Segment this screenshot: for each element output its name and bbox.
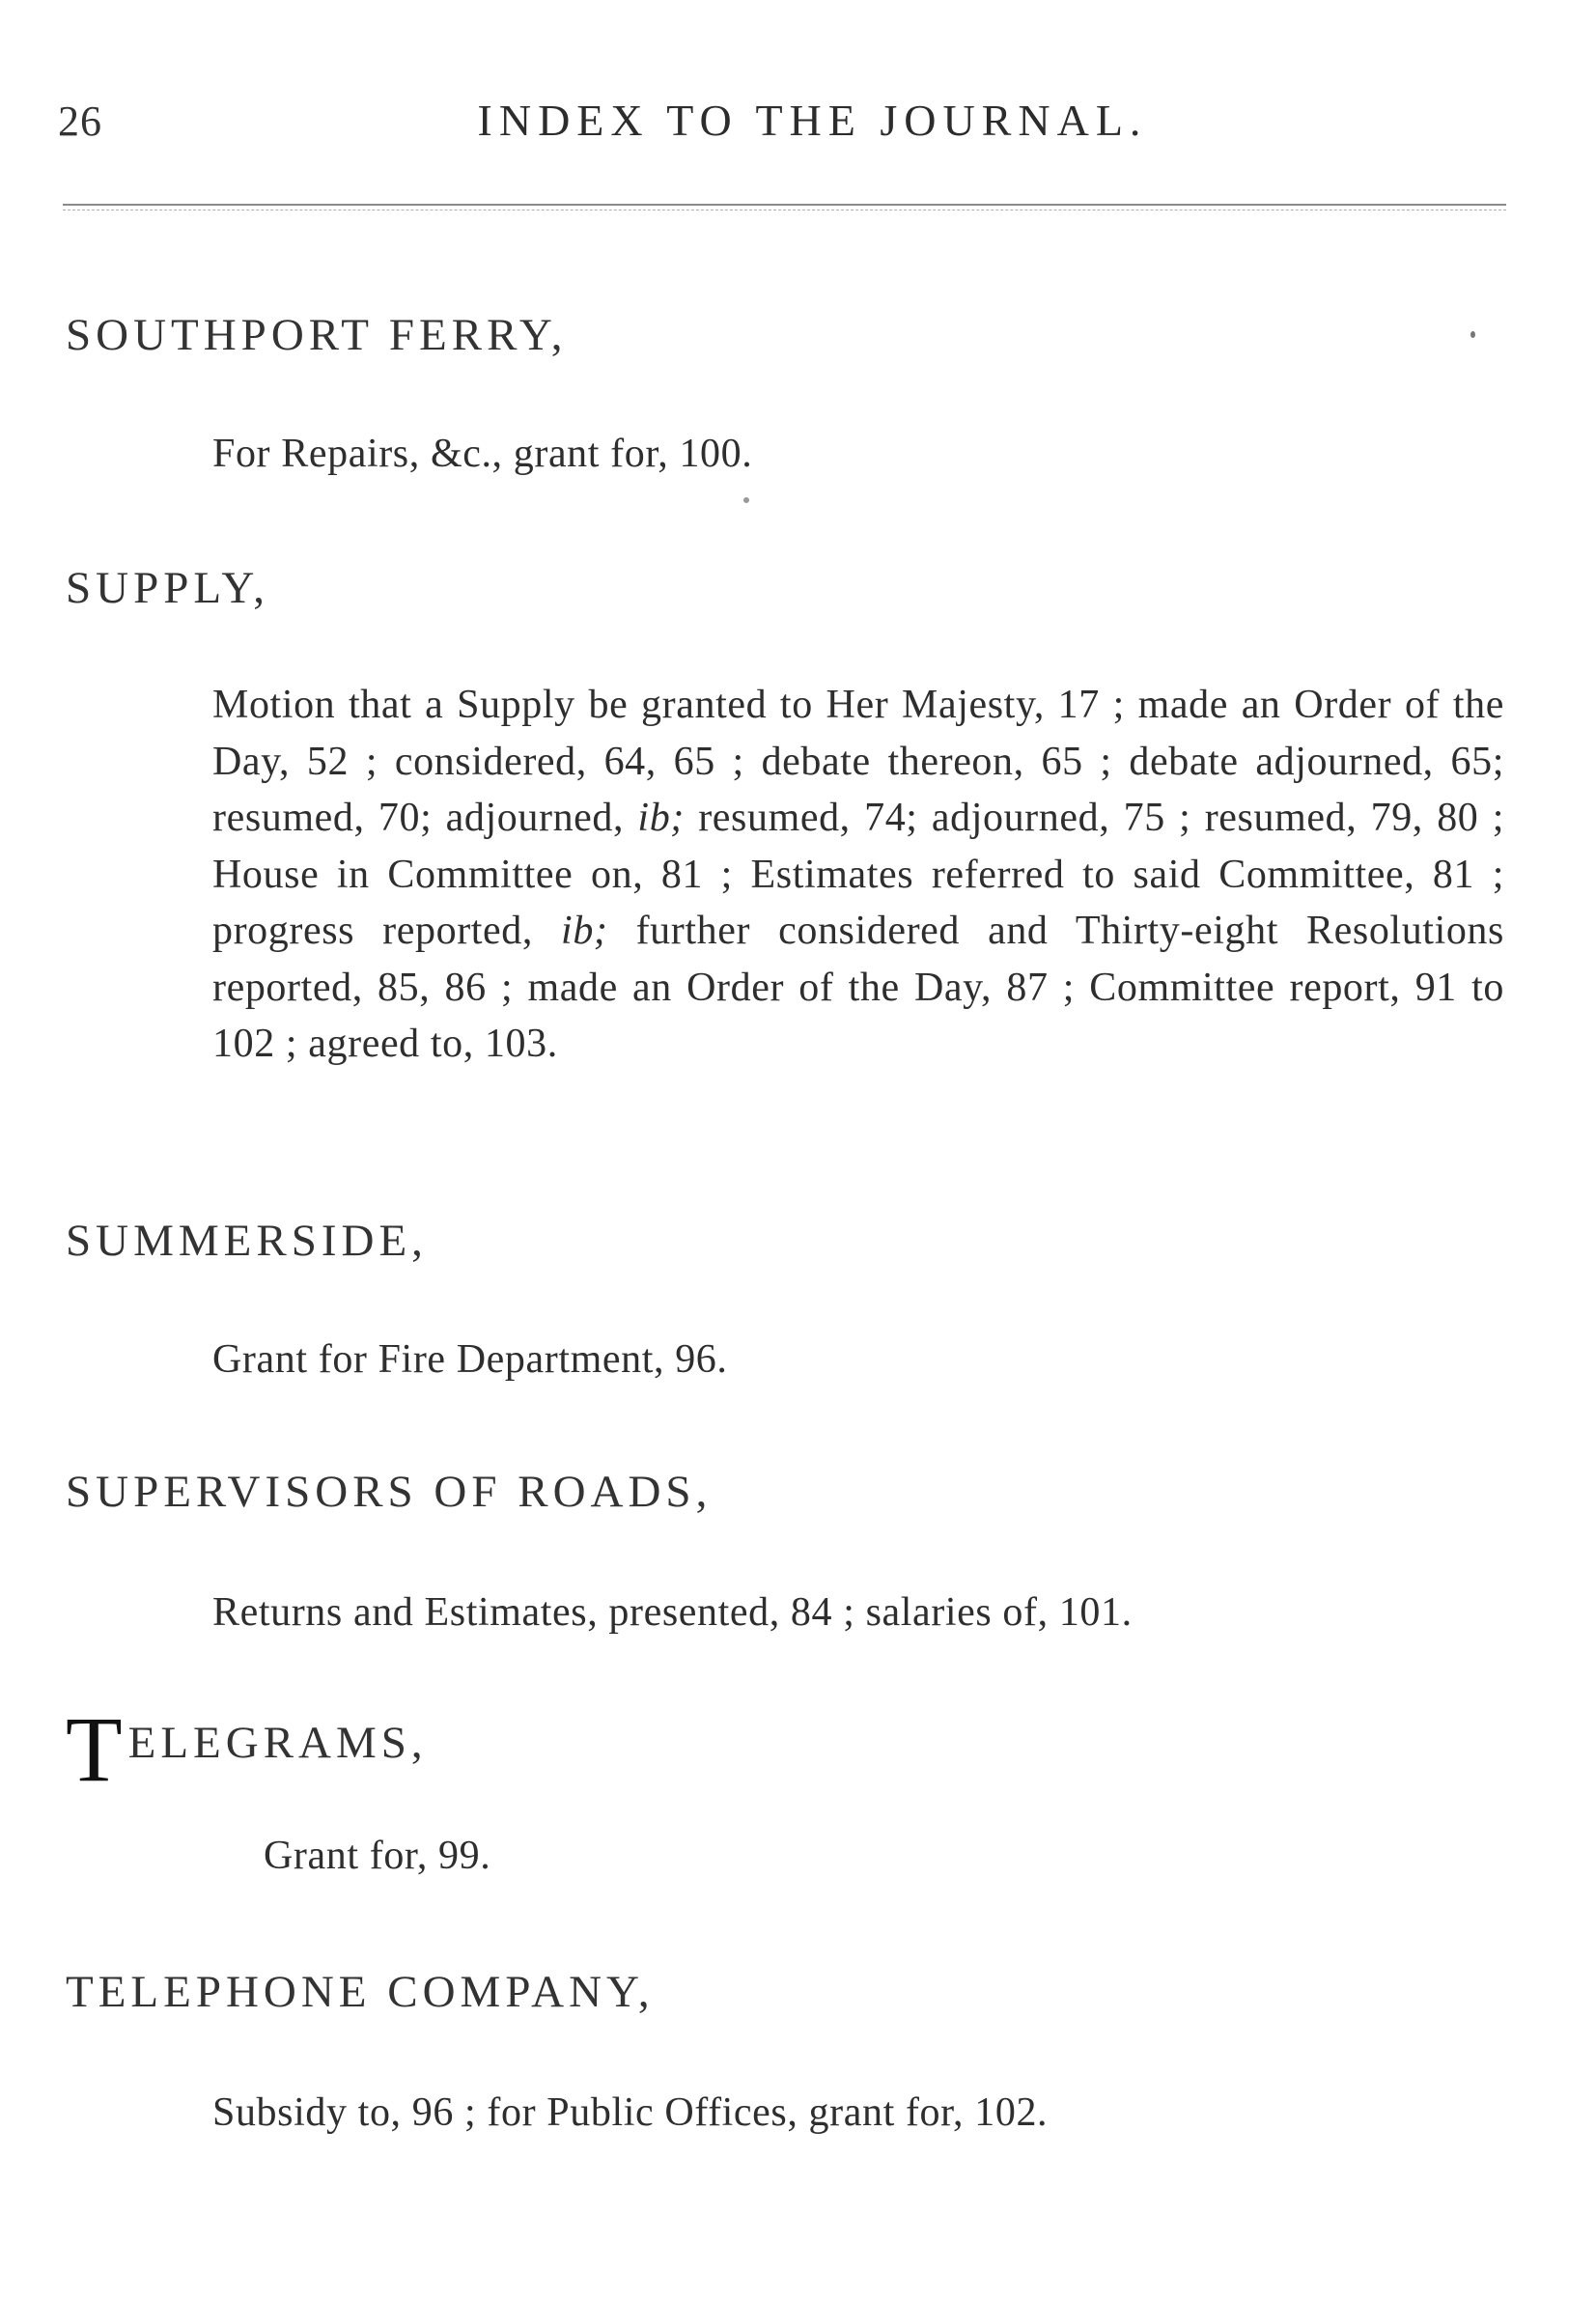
ibid-abbreviation: ib;	[637, 796, 685, 840]
drop-cap-letter: T	[66, 1697, 123, 1801]
entry-body	[212, 677, 1504, 1073]
entry-body: Subsidy to, 96 ; for Public Offices, grant for, 102.	[212, 2090, 1049, 2135]
page-number: 26	[58, 98, 102, 145]
running-head-text: INDEX TO THE JOURNAL.	[477, 96, 1148, 145]
index-entry-supervisors-of-roads	[66, 1467, 1504, 1641]
entry-heading: TELEPHONE COMPANY,	[66, 1967, 655, 2017]
entry-body-text: Motion that a Supply be granted to Her Majesty, 17 ; made an Order of the Day, 52 ; considered, 64, 65 ; debate thereon, 65 ; debate adjourned, 65; resumed, 70; adjourned,	[212, 683, 1504, 840]
entry-body: Grant for, 99.	[264, 1834, 491, 1878]
entry-body: Returns and Estimates, presented, 84 ; salaries of, 101.	[212, 1590, 1133, 1635]
entry-heading: SUPPLY,	[66, 563, 269, 613]
entry-heading	[66, 1697, 1504, 1801]
entry-body-text: resumed, 74; adjourned, 75 ; resumed, 79, 80 ; House in Committee on, 81 ; Estimates referred to said Committee, 81 ; progress reported,	[212, 796, 1504, 953]
index-entry-summerside	[66, 1216, 1504, 1388]
index-entry-telephone-company	[66, 1967, 1504, 2142]
print-speck	[1470, 331, 1475, 338]
running-head	[0, 95, 1596, 146]
entry-body: Grant for Fire Department, 96.	[212, 1337, 728, 1382]
print-speck	[743, 497, 749, 503]
entry-heading-text: ELEGRAMS,	[127, 1718, 428, 1768]
entry-heading: SOUTHPORT FERRY,	[66, 310, 568, 360]
ibid-abbreviation: ib;	[561, 909, 608, 953]
entry-body-text: further considered and Thirty-eight Resolutions reported, 85, 86 ; made an Order of the Day, 87 ; Committee report, 91 to 102 ; agreed to, 103.	[212, 909, 1504, 1066]
index-entry-telegrams	[66, 1697, 1504, 1885]
entry-heading: SUMMERSIDE,	[66, 1216, 428, 1266]
index-entry-supply	[66, 563, 1504, 1073]
entry-heading: SUPERVISORS OF ROADS,	[66, 1467, 713, 1517]
entry-body: For Repairs, &c., grant for, 100.	[212, 432, 753, 476]
index-entry-southport-ferry	[66, 310, 1504, 483]
header-rule	[63, 204, 1506, 206]
